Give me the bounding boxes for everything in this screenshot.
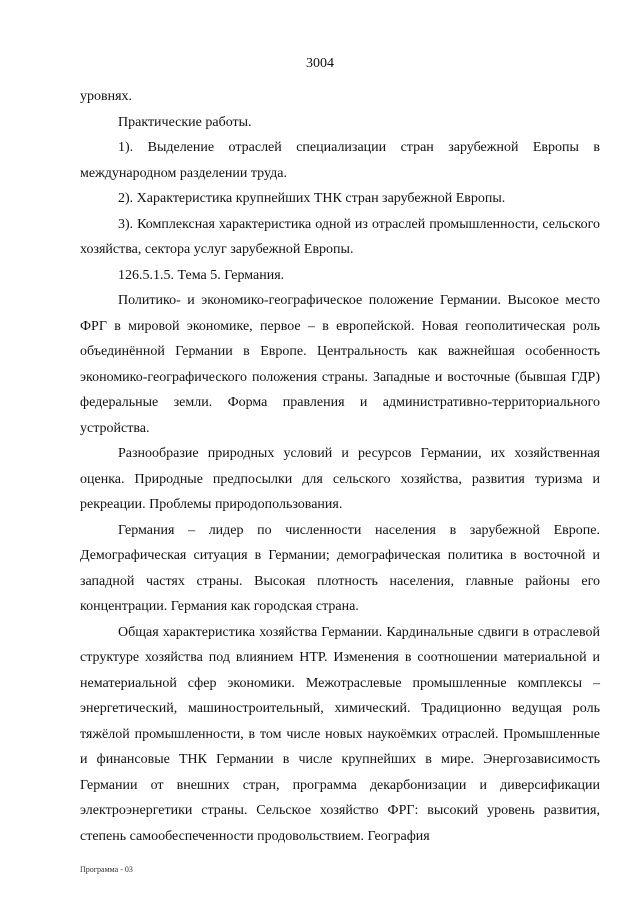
paragraph-continuation: уровнях.: [80, 89, 133, 104]
paragraph-practical-works-heading: Практические работы.: [118, 114, 252, 130]
section-heading-germany: 126.5.1.5. Тема 5. Германия.: [118, 267, 285, 283]
paragraph-population: Германия – лидер по численности населения в зарубежной Европе. Демографическая ситуация в Германии; демографическая политика в восточной и западной частях страны. Высокая плотность населения, главные районы его концентрации. Германия как городская страна.: [80, 522, 600, 614]
page-number: 3004: [306, 56, 334, 71]
paragraph-practical-work-1: 1). Выделение отраслей специализации стран зарубежной Европы в международном разделении труда.: [80, 140, 600, 181]
document-body: [80, 84, 600, 849]
paragraph-practical-work-2: 2). Характеристика крупнейших ТНК стран зарубежной Европы.: [118, 191, 506, 206]
paragraph-natural-resources: Разнообразие природных условий и ресурсов Германии, их хозяйственная оценка. Природные предпосылки для сельского хозяйства, развития туризма и рекреации. Проблемы природопользования.: [80, 446, 600, 512]
page-footer: Программа - 03: [80, 865, 133, 874]
paragraph-practical-work-3: 3). Комплексная характеристика одной из отраслей промышленности, сельского хозяйства, сектора услуг зарубежной Европы.: [80, 216, 600, 257]
paragraph-economy: Общая характеристика хозяйства Германии. Кардинальные сдвиги в отраслевой структуре хозяйства под влиянием НТР. Изменения в соотношении материальной и нематериальной сфер экономики. Межотраслевые промышленные комплексы – энергетический, машиностроительный, химический. Традиционно ведущая роль тяжёлой промышленности, в том числе новых наукоёмких отраслей. Промышленные и финансовые ТНК Германии в числе крупнейших в мире. Энергозависимость Германии от внешних стран, программа декарбонизации и диверсификации электроэнергетики страны. Сельское хозяйство ФРГ: высокий уровень развития, степень самообеспеченности продовольствием. География: [80, 624, 600, 844]
paragraph-geographic-position: Политико- и экономико-географическое положение Германии. Высокое место ФРГ в мировой экономике, первое – в европейской. Новая геополитическая роль объединённой Германии в Европе. Центральность как важнейшая особенность экономико-географического положения страны. Западные и восточные (бывшая ГДР) федеральные земли. Форма правления и административно-территориального устройства.: [80, 293, 600, 436]
